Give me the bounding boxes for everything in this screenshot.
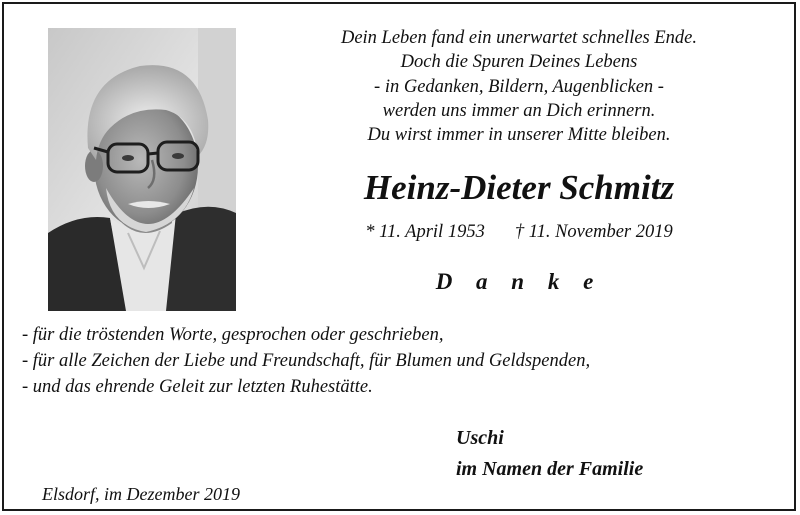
signature-block [456, 423, 786, 485]
signature-name: Uschi [456, 427, 504, 449]
thanks-line: - und das ehrende Geleit zur letzten Ruhestätte. [22, 377, 373, 397]
thanks-line: - für alle Zeichen der Liebe und Freundschaft, für Blumen und Geldspenden, [22, 351, 591, 371]
thanks-heading: D a n k e [435, 269, 603, 294]
life-dates [284, 220, 754, 244]
thanks-line: - für die tröstenden Worte, gesprochen oder geschrieben, [22, 325, 444, 345]
memorial-poem [284, 26, 754, 147]
poem-line: Dein Leben fand ein unerwartet schnelles Ende. [340, 28, 698, 48]
poem-line: werden uns immer an Dich erinnern. [382, 100, 656, 121]
thanks-list [22, 322, 782, 400]
poem-line: - in Gedanken, Bildern, Augenblicken - [374, 76, 664, 97]
birth-date: * 11. April 1953 [365, 222, 485, 242]
death-date: † 11. November 2019 [514, 222, 673, 242]
deceased-name: Heinz-Dieter Schmitz [363, 168, 675, 207]
poem-line: Doch die Spuren Deines Lebens [400, 52, 638, 73]
obituary-notice [2, 2, 796, 511]
place-and-date: Elsdorf, im Dezember 2019 [42, 484, 240, 504]
poem-line: Du wirst immer in unserer Mitte bleiben. [367, 125, 671, 146]
signature-family-line: im Namen der Familie [456, 458, 644, 480]
portrait-photo [48, 28, 236, 311]
